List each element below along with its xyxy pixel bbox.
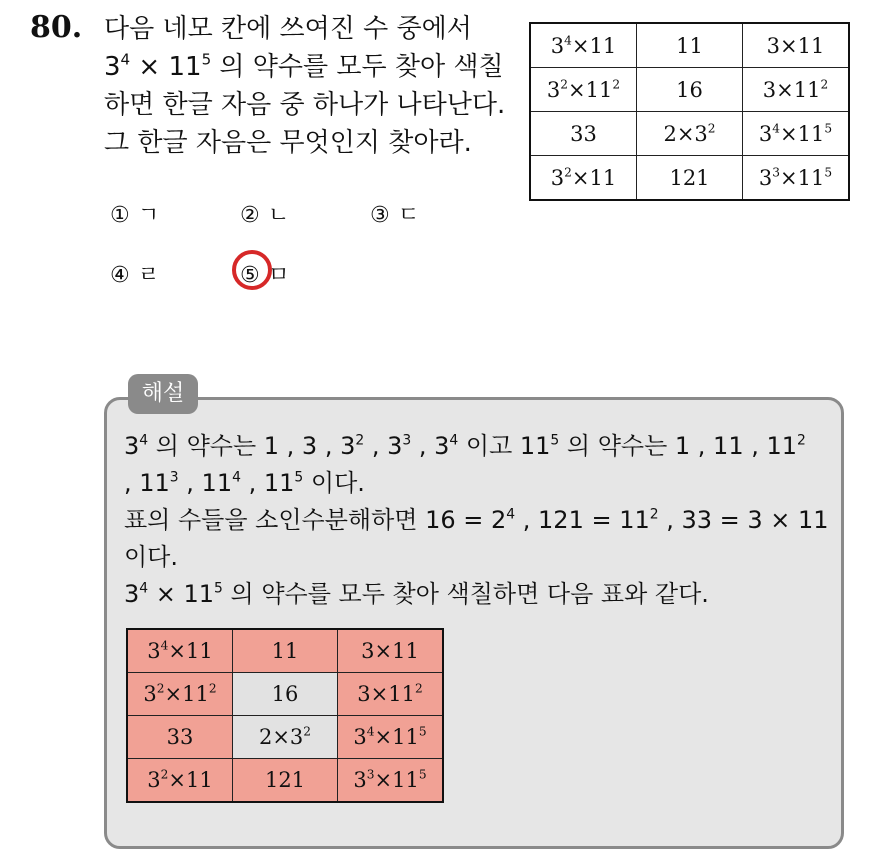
table-cell: $3^2\times 11$: [530, 156, 637, 201]
table-row: [530, 68, 849, 112]
expr-mid: ×: [130, 52, 169, 82]
table-row: [530, 156, 849, 201]
expr-exp2: 5: [201, 50, 212, 69]
expr-base1: 3: [104, 52, 121, 82]
table-cell: 121: [637, 156, 743, 201]
table-cell-shaded: 11: [233, 629, 338, 673]
table-cell: 11: [637, 23, 743, 68]
question-line-1: 다음 네모 칸에 쓰여진 수 중에서: [104, 14, 472, 44]
choice-3[interactable]: ③ ㄷ: [370, 203, 420, 228]
table-cell-shaded: $3^2\times 11^2$: [127, 673, 233, 716]
choice-5[interactable]: ⑤ ㅁ: [240, 263, 290, 288]
explanation-line-2: , $11^3$ , $11^4$ , $11^5$ 이다.: [124, 469, 365, 497]
question-number: 80.: [30, 10, 83, 45]
table-cell-unshaded: 16: [233, 673, 338, 716]
table-cell-shaded: $3\times 11^2$: [338, 673, 444, 716]
question-table: [529, 22, 850, 201]
expr-base2: 11: [168, 52, 202, 82]
table-cell: 33: [530, 112, 637, 156]
table-row: [127, 629, 443, 673]
table-cell-shaded: 121: [233, 759, 338, 803]
table-cell-shaded: 33: [127, 716, 233, 759]
table-cell-shaded: 3×11: [338, 629, 444, 673]
question-line-3: 하면 한글 자음 중 하나가 나타난다.: [104, 90, 506, 120]
explanation-line-1: $3^4$ 의 약수는 1 , 3 , $3^2$ , $3^3$ , $3^4$ 이고 $11^5$ 의 약수는 1 , 11 , $11^2$: [124, 432, 806, 460]
table-row: [530, 112, 849, 156]
explanation-line-5: $3^4 \times 11^5$ 의 약수를 모두 찾아 색칠하면 다음 표와 같다.: [124, 580, 709, 608]
table-row: [530, 23, 849, 68]
explanation-text: [124, 428, 834, 613]
answer-circle-mark: [232, 250, 272, 290]
answer-table: [126, 628, 444, 803]
table-cell: $2\times 3^2$: [637, 112, 743, 156]
table-cell-unshaded: $2\times 3^2$: [233, 716, 338, 759]
table-row: [127, 716, 443, 759]
question-line-2: [104, 48, 504, 86]
table-cell: $3^3\times 11^5$: [743, 156, 850, 201]
question-line-2-text: 의 약수를 모두 찾아 색칠: [219, 52, 504, 82]
choice-4[interactable]: ④ ㄹ: [110, 263, 160, 288]
table-cell-shaded: $3^4\times 11^5$: [338, 716, 444, 759]
table-cell: $3^4\times 11$: [530, 23, 637, 68]
table-row: [127, 673, 443, 716]
question-line-4: 그 한글 자음은 무엇인지 찾아라.: [104, 128, 472, 158]
table-cell: $3^4\times 11^5$: [743, 112, 850, 156]
expr-exp1: 4: [120, 50, 131, 69]
explanation-tag: 해설: [128, 374, 198, 414]
table-cell: $3^2\times 11^2$: [530, 68, 637, 112]
choice-2[interactable]: ② ㄴ: [240, 203, 290, 228]
choice-1[interactable]: ① ㄱ: [110, 203, 160, 228]
table-cell-shaded: $3^4\times 11$: [127, 629, 233, 673]
table-cell: $3\times 11^2$: [743, 68, 850, 112]
table-cell-shaded: $3^3\times 11^5$: [338, 759, 444, 803]
table-row: [127, 759, 443, 803]
question-text: [104, 10, 504, 162]
explanation-line-4: 이다.: [124, 543, 178, 571]
table-cell: 3×11: [743, 23, 850, 68]
table-cell-shaded: $3^2\times 11$: [127, 759, 233, 803]
table-cell: 16: [637, 68, 743, 112]
explanation-line-3: 표의 수들을 소인수분해하면 $16 = 2^4$ , $121 = 11^2$ , 33 = 3 × 11: [124, 506, 829, 534]
